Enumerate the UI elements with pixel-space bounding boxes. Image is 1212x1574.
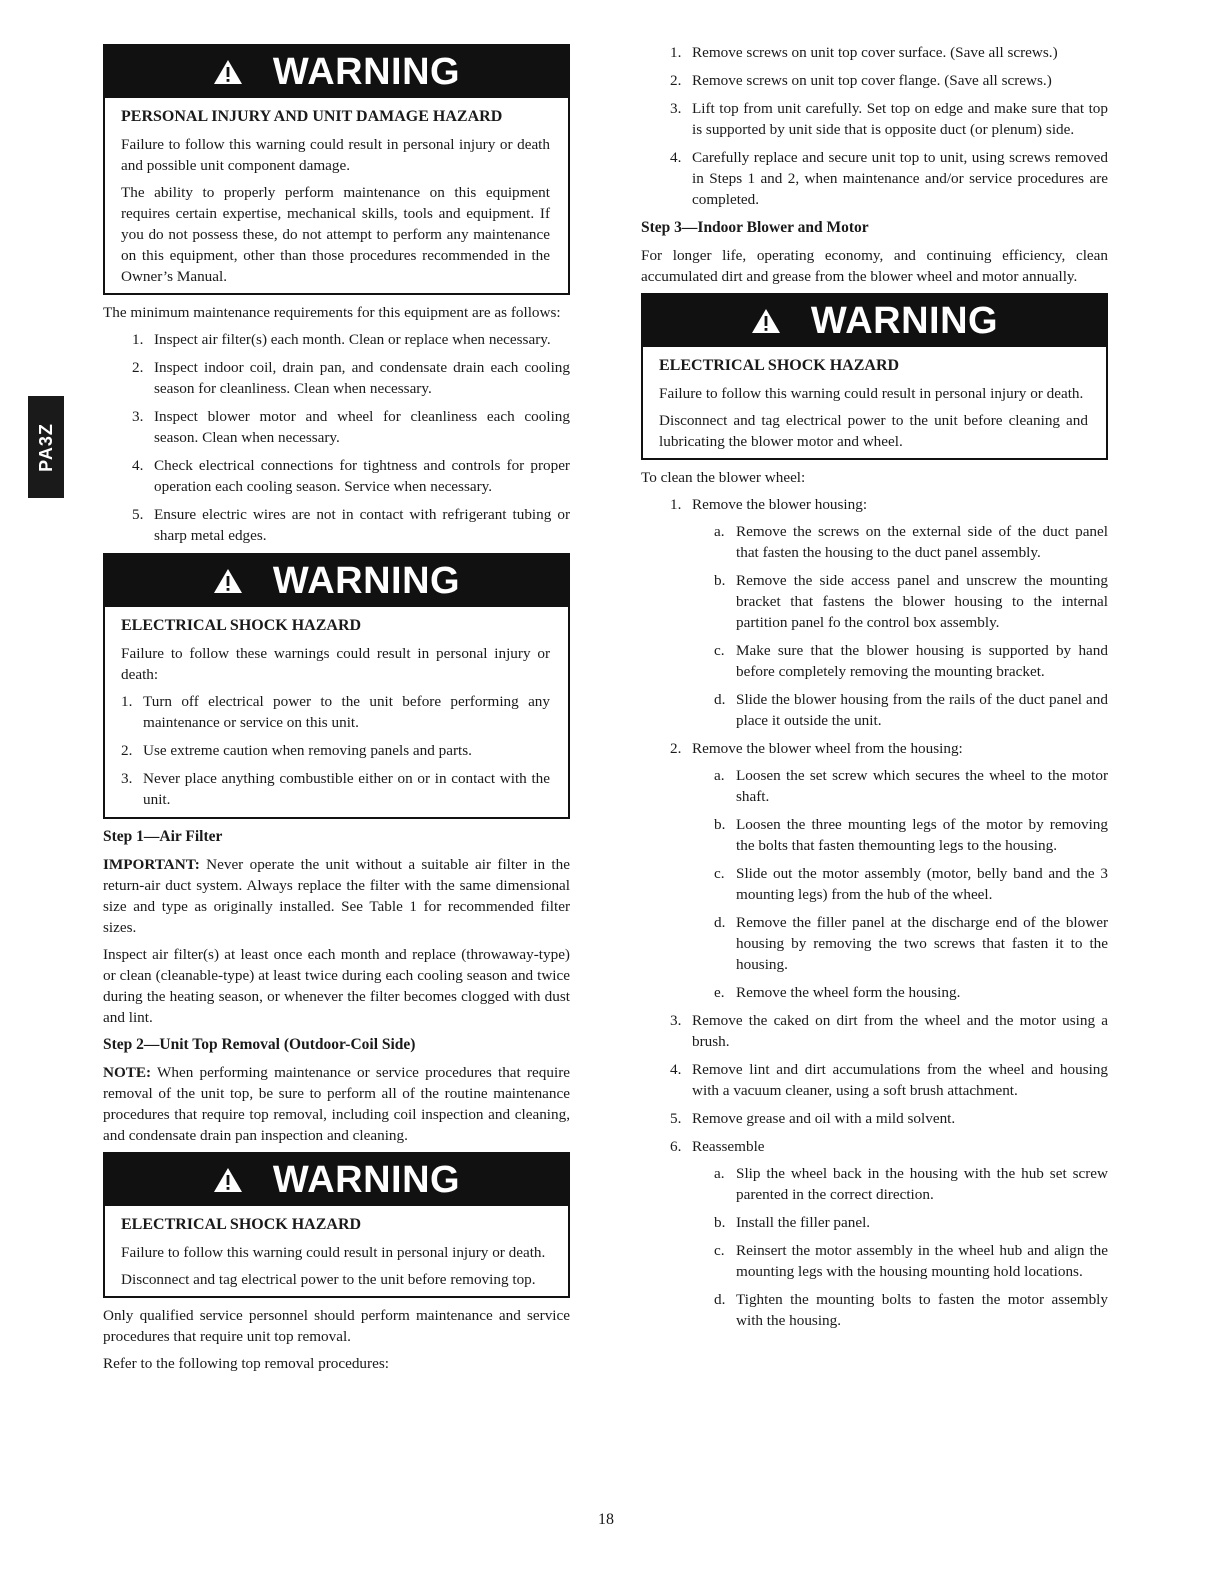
- warning-triangle-icon: [213, 1167, 243, 1193]
- list-item-text: Inspect blower motor and wheel for cleanliness each cooling season. Clean when necessary.: [154, 408, 570, 446]
- list-item-number: 1.: [121, 693, 133, 710]
- sub-list: [692, 521, 1108, 731]
- list-item-number: 4.: [132, 457, 144, 474]
- warning-label: WARNING: [272, 50, 461, 93]
- list-item: [670, 1059, 1108, 1101]
- step1-heading: Step 1—Air Filter: [103, 828, 223, 845]
- list-item-number: a.: [714, 1165, 725, 1182]
- list-item-text: Tighten the mounting bolts to fasten the motor assembly with the housing.: [736, 1291, 1108, 1329]
- list-item-number: 2.: [670, 740, 682, 757]
- right-column: [641, 42, 1108, 1338]
- list-item: [670, 738, 1108, 1003]
- warning-triangle-icon: [213, 568, 243, 594]
- warning-box-top-removal: [103, 1152, 570, 1298]
- warning-text: Disconnect and tag electrical power to the unit before removing top.: [121, 1271, 536, 1288]
- warning-text: The ability to properly perform maintenance on this equipment requires certain expertise, mechanical skills, tools and equipment. If you do not possess these, do not attempt to perform any maintenance on this equipment, other than those procedures recommended in the Owner’s Manual.: [121, 184, 550, 285]
- list-item: [714, 640, 1108, 682]
- list-item: [714, 912, 1108, 975]
- list-item-number: 2.: [670, 72, 682, 89]
- side-tab-label: PA3Z: [35, 422, 56, 472]
- sub-list: [692, 765, 1108, 1003]
- top-removal-list: [641, 42, 1108, 210]
- warning-text: Disconnect and tag electrical power to the unit before cleaning and lubricating the blower motor and wheel.: [659, 412, 1088, 450]
- list-item: [121, 740, 550, 761]
- side-tab: [28, 396, 64, 498]
- list-item: [714, 1240, 1108, 1282]
- list-item-text: Carefully replace and secure unit top to unit, using screws removed in Steps 1 and 2, when maintenance and/or service procedures are completed.: [692, 149, 1108, 208]
- list-item: [670, 1136, 1108, 1331]
- list-item-text: Inspect indoor coil, drain pan, and condensate drain each cooling season for cleanliness. Clean when necessary.: [154, 359, 570, 397]
- list-item-text: Remove the side access panel and unscrew the mounting bracket that fastens the blower housing to the internal partition panel fo the control box assembly.: [736, 572, 1108, 631]
- list-item-number: b.: [714, 572, 726, 589]
- list-item: [670, 42, 1108, 63]
- list-item: [714, 982, 1108, 1003]
- list-item-text: Remove screws on unit top cover flange. (Save all screws.): [692, 72, 1052, 89]
- step3-heading: Step 3—Indoor Blower and Motor: [641, 219, 869, 236]
- list-item: [132, 455, 570, 497]
- qualified-personnel-text: Only qualified service personnel should perform maintenance and service procedures that require unit top removal.: [103, 1307, 570, 1345]
- list-item-text: Remove the blower housing:: [692, 496, 868, 513]
- note-label: NOTE:: [103, 1064, 152, 1081]
- list-item: [121, 691, 550, 733]
- list-item-text: Make sure that the blower housing is supported by hand before completely removing the mounting bracket.: [736, 642, 1108, 680]
- list-item-number: d.: [714, 914, 726, 931]
- list-item-text: Remove the caked on dirt from the wheel and the motor using a brush.: [692, 1012, 1108, 1050]
- list-item-number: 3.: [670, 1012, 682, 1029]
- warning-banner: [643, 295, 1106, 347]
- list-item-text: Loosen the three mounting legs of the motor by removing the bolts that fasten themounting legs to the housing.: [736, 816, 1108, 854]
- list-item-text: Remove the blower wheel from the housing:: [692, 740, 963, 757]
- warning-label: WARNING: [810, 299, 999, 342]
- important-paragraph: [103, 854, 570, 938]
- warning-text: Failure to follow this warning could result in personal injury or death.: [659, 385, 1084, 402]
- warning-triangle-icon: [213, 59, 243, 85]
- list-item-number: 5.: [132, 506, 144, 523]
- warning-body: [105, 607, 568, 810]
- warning-body: [643, 347, 1106, 452]
- note-text: When performing maintenance or service procedures that require removal of the unit top, be sure to perform all of the routine maintenance procedures that require top removal, including coil inspection and cleaning, and condensate drain pan inspection and cleaning.: [103, 1064, 570, 1144]
- list-item: [132, 329, 570, 350]
- list-item-text: Ensure electric wires are not in contact with refrigerant tubing or sharp metal edges.: [154, 506, 570, 544]
- warning-title: ELECTRICAL SHOCK HAZARD: [121, 617, 362, 634]
- list-item-number: c.: [714, 642, 725, 659]
- page-number: 18: [598, 1511, 614, 1528]
- list-item-text: Reinsert the motor assembly in the wheel hub and align the mounting legs with the housing mounting hold locations.: [736, 1242, 1108, 1280]
- step2-heading: Step 2—Unit Top Removal (Outdoor-Coil Side): [103, 1036, 416, 1053]
- list-item-text: Never place anything combustible either on or in contact with the unit.: [143, 770, 550, 808]
- list-item-number: 3.: [121, 770, 133, 787]
- list-item-number: d.: [714, 1291, 726, 1308]
- list-item: [670, 98, 1108, 140]
- list-item: [670, 70, 1108, 91]
- list-item-text: Reassemble: [692, 1138, 765, 1155]
- intro-text: The minimum maintenance requirements for this equipment are as follows:: [103, 304, 561, 321]
- list-item-text: Remove screws on unit top cover surface. (Save all screws.): [692, 44, 1058, 61]
- list-item-number: 4.: [670, 1061, 682, 1078]
- list-item: [714, 521, 1108, 563]
- list-item-number: 5.: [670, 1110, 682, 1127]
- list-item-number: 1.: [132, 331, 144, 348]
- list-item-number: a.: [714, 767, 725, 784]
- list-item-number: b.: [714, 1214, 726, 1231]
- clean-steps-list: [641, 494, 1108, 1331]
- list-item-number: a.: [714, 523, 725, 540]
- refer-text: Refer to the following top removal procedures:: [103, 1355, 389, 1372]
- left-column: [103, 44, 570, 1380]
- list-item-text: Loosen the set screw which secures the wheel to the motor shaft.: [736, 767, 1108, 805]
- requirements-list: [103, 329, 570, 546]
- list-item-number: d.: [714, 691, 726, 708]
- list-item: [670, 1010, 1108, 1052]
- list-item: [714, 1212, 1108, 1233]
- warning-triangle-icon: [751, 308, 781, 334]
- list-item-text: Slide out the motor assembly (motor, belly band and the 3 mounting legs) from the hub of the wheel.: [736, 865, 1108, 903]
- list-item: [670, 1108, 1108, 1129]
- list-item-number: c.: [714, 865, 725, 882]
- list-item: [714, 570, 1108, 633]
- list-item: [714, 863, 1108, 905]
- list-item-text: Use extreme caution when removing panels and parts.: [143, 742, 472, 759]
- warning-box-personal-injury: [103, 44, 570, 295]
- warning-banner: [105, 46, 568, 98]
- list-item: [714, 1163, 1108, 1205]
- list-item: [714, 765, 1108, 807]
- list-item-number: 1.: [670, 496, 682, 513]
- sub-list: [692, 1163, 1108, 1331]
- warning-list: [121, 691, 550, 810]
- list-item-text: Slip the wheel back in the housing with the hub set screw parented in the correct direction.: [736, 1165, 1108, 1203]
- warning-title: PERSONAL INJURY AND UNIT DAMAGE HAZARD: [121, 108, 503, 125]
- warning-label: WARNING: [272, 559, 461, 602]
- warning-label: WARNING: [272, 1158, 461, 1201]
- warning-box-blower: [641, 293, 1108, 460]
- warning-body: [105, 1206, 568, 1290]
- list-item-text: Inspect air filter(s) each month. Clean or replace when necessary.: [154, 331, 551, 348]
- warning-banner: [105, 555, 568, 607]
- warning-title: ELECTRICAL SHOCK HAZARD: [659, 357, 900, 374]
- list-item-text: Remove the filler panel at the discharge end of the blower housing by removing the two screws that fasten it to the housing.: [736, 914, 1108, 973]
- list-item-text: Remove the screws on the external side of the duct panel that fasten the housing to the duct panel assembly.: [736, 523, 1108, 561]
- list-item-number: 4.: [670, 149, 682, 166]
- list-item-number: 6.: [670, 1138, 682, 1155]
- list-item-number: 2.: [132, 359, 144, 376]
- warning-body: [105, 98, 568, 287]
- list-item: [121, 768, 550, 810]
- list-item-number: c.: [714, 1242, 725, 1259]
- list-item-number: 2.: [121, 742, 133, 759]
- list-item-text: Turn off electrical power to the unit before performing any maintenance or service on this unit.: [143, 693, 550, 731]
- list-item-number: b.: [714, 816, 726, 833]
- blower-intro-text: For longer life, operating economy, and continuing efficiency, clean accumulated dirt and grease from the blower wheel and motor annually.: [641, 247, 1108, 285]
- list-item-number: 1.: [670, 44, 682, 61]
- list-item: [132, 357, 570, 399]
- list-item: [714, 814, 1108, 856]
- list-item: [132, 406, 570, 448]
- to-clean-text: To clean the blower wheel:: [641, 469, 806, 486]
- list-item: [714, 1289, 1108, 1331]
- filter-inspection-text: Inspect air filter(s) at least once each month and replace (throwaway-type) or clean (cleanable-type) at least twice during each cooling season and twice during the heating season, or whenever the filter becomes clogged with dust and lint.: [103, 946, 570, 1026]
- warning-text: Failure to follow these warnings could result in personal injury or death:: [121, 645, 550, 683]
- warning-title: ELECTRICAL SHOCK HAZARD: [121, 1216, 362, 1233]
- warning-banner: [105, 1154, 568, 1206]
- note-paragraph: [103, 1062, 570, 1146]
- list-item: [132, 504, 570, 546]
- list-item-number: 3.: [670, 100, 682, 117]
- list-item: [670, 147, 1108, 210]
- warning-text: Failure to follow this warning could result in personal injury or death and possible unit component damage.: [121, 136, 550, 174]
- list-item-text: Slide the blower housing from the rails of the duct panel and place it outside the unit.: [736, 691, 1108, 729]
- important-text: Never operate the unit without a suitable air filter in the return-air duct system. Always replace the filter with the same dimensional size and type as originally installed. See Table 1 for recommended filter sizes.: [103, 856, 570, 936]
- list-item-text: Remove grease and oil with a mild solvent.: [692, 1110, 956, 1127]
- list-item-number: 3.: [132, 408, 144, 425]
- list-item-text: Remove the wheel form the housing.: [736, 984, 961, 1001]
- list-item-text: Remove lint and dirt accumulations from the wheel and housing with a vacuum cleaner, using a soft brush attachment.: [692, 1061, 1108, 1099]
- important-label: IMPORTANT:: [103, 856, 200, 873]
- warning-box-electrical-shock: [103, 553, 570, 819]
- list-item-number: e.: [714, 984, 725, 1001]
- list-item-text: Check electrical connections for tightness and controls for proper operation each cooling season. Service when necessary.: [154, 457, 570, 495]
- list-item-text: Install the filler panel.: [736, 1214, 871, 1231]
- warning-text: Failure to follow this warning could result in personal injury or death.: [121, 1244, 546, 1261]
- list-item: [714, 689, 1108, 731]
- list-item-text: Lift top from unit carefully. Set top on edge and make sure that top is supported by unit side that is opposite duct (or plenum) side.: [692, 100, 1108, 138]
- list-item: [670, 494, 1108, 731]
